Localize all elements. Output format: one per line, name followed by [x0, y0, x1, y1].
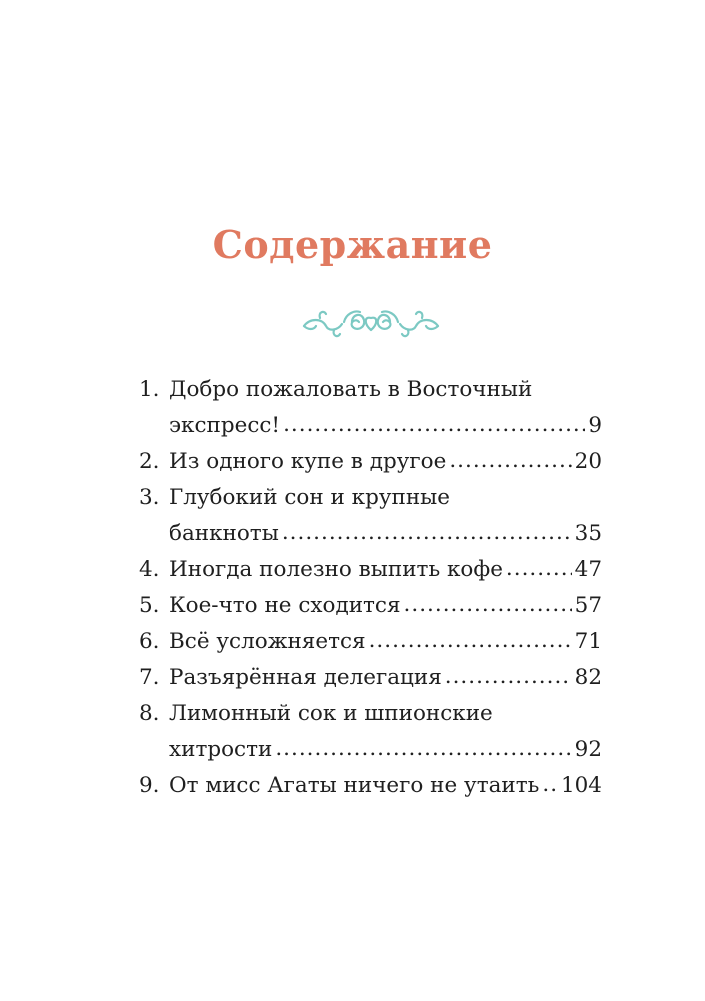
table-of-contents	[139, 372, 602, 804]
toc-entry	[139, 372, 602, 444]
page-number: 104	[560, 773, 602, 798]
chapter-number: 9.	[139, 773, 160, 798]
page-number: 71	[574, 629, 602, 654]
dot-leader	[506, 551, 572, 587]
chapter-number: 4.	[139, 557, 160, 582]
toc-entry	[139, 696, 602, 768]
chapter-number: 8.	[139, 701, 160, 726]
dot-leader	[282, 515, 572, 551]
toc-line	[139, 552, 602, 588]
page-number: 92	[574, 737, 602, 762]
toc-line	[139, 624, 602, 660]
page-number: 35	[574, 521, 602, 546]
chapter-number: 5.	[139, 593, 160, 618]
chapter-number: 2.	[139, 449, 160, 474]
toc-entry	[139, 552, 602, 588]
chapter-title: банкноты	[169, 521, 279, 546]
chapter-title: От мисс Агаты ничего не утаить	[169, 773, 540, 798]
toc-entry	[139, 444, 602, 480]
toc-line	[139, 660, 602, 696]
dot-leader	[283, 407, 585, 443]
chapter-title: Лимонный сок и шпионские	[169, 701, 493, 726]
chapter-title: Добро пожаловать в Восточный	[169, 377, 533, 402]
toc-line	[139, 480, 602, 516]
chapter-title: Кое-что не сходится	[169, 593, 401, 618]
page-number: 82	[574, 665, 602, 690]
toc-line	[139, 696, 602, 732]
dot-leader	[404, 587, 572, 623]
dot-leader	[445, 659, 572, 695]
toc-line	[139, 516, 602, 552]
page-number: 9	[588, 413, 602, 438]
toc-entry	[139, 768, 602, 804]
chapter-title: Из одного купе в другое	[169, 449, 447, 474]
page-number: 20	[574, 449, 602, 474]
toc-entry	[139, 660, 602, 696]
toc-line	[139, 444, 602, 480]
floral-flourish-icon	[296, 300, 446, 344]
page-title: Содержание	[212, 222, 493, 267]
dot-leader	[369, 623, 572, 659]
dot-leader	[275, 731, 571, 767]
page-number: 57	[574, 593, 602, 618]
toc-line	[139, 732, 602, 768]
toc-entry	[139, 588, 602, 624]
chapter-title: Разъярённая делегация	[169, 665, 442, 690]
toc-line	[139, 768, 602, 804]
dot-leader	[542, 767, 558, 803]
chapter-number: 3.	[139, 485, 160, 510]
page-number: 47	[574, 557, 602, 582]
chapter-number: 7.	[139, 665, 160, 690]
dot-leader	[449, 443, 571, 479]
toc-entry	[139, 480, 602, 552]
chapter-title: экспресс!	[169, 413, 281, 438]
chapter-title: Глубокий сон и крупные	[169, 485, 451, 510]
toc-line	[139, 408, 602, 444]
chapter-number: 1.	[139, 377, 160, 402]
toc-line	[139, 372, 602, 408]
chapter-number: 6.	[139, 629, 160, 654]
chapter-title: Иногда полезно выпить кофе	[169, 557, 503, 582]
toc-line	[139, 588, 602, 624]
toc-entry	[139, 624, 602, 660]
chapter-title: хитрости	[169, 737, 273, 762]
chapter-title: Всё усложняется	[169, 629, 366, 654]
